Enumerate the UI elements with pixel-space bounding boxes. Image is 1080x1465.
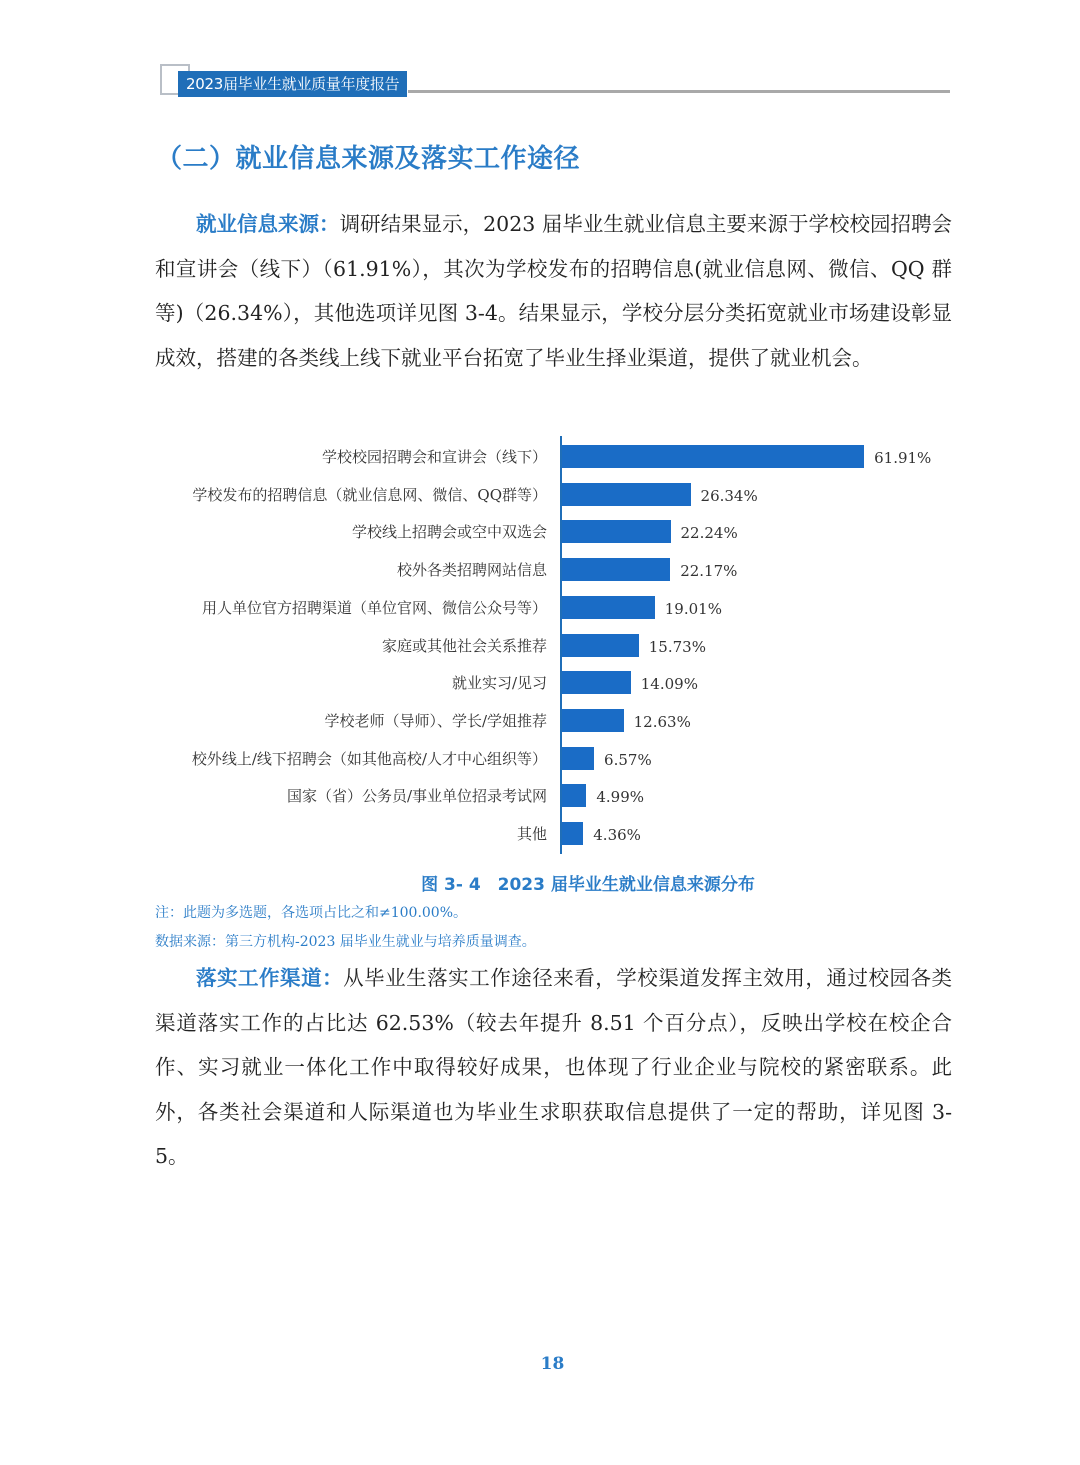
chart-bar-row [150, 709, 950, 733]
chart-bar-row [150, 822, 950, 846]
bar-category-label: 用人单位官方招聘渠道（单位官网、微信公众号等） [201, 598, 547, 617]
bar-category-label: 学校发布的招聘信息（就业信息网、微信、QQ群等） [192, 485, 547, 504]
bar-value-label: 22.24% [680, 524, 738, 543]
bar-category-label: 国家（省）公务员/事业单位招录考试网 [286, 787, 547, 806]
bar-chart-info-sources [150, 436, 950, 854]
figure-caption: 图 3- 4 2023 届毕业生就业信息来源分布 [421, 875, 755, 895]
chart-bar-row [150, 634, 950, 658]
paragraph-text: 从毕业生落实工作途径来看，学校渠道发挥主效用，通过校园各类渠道落实工作的占比达 62.53%（较去年提升 8.51 个百分点），反映出学校在校企合作、实习就业一体化工作中取得较好成果，也体现了行业企业与院校的紧密联系。此外，各类社会渠道和人际渠道也为毕业生求职获取信息提供了一定的帮助，详见图 3-5。 [155, 966, 953, 1168]
paragraph-info-sources [155, 202, 952, 380]
paragraph-text: 调研结果显示，2023 届毕业生就业信息主要来源于学校校园招聘会和宣讲会（线下）（61.91%），其次为学校发布的招聘信息(就业信息网、微信、QQ 群等)（26.34%），其他选项详见图 3-4。结果显示，学校分层分类拓宽就业市场建设彰显成效，搭建的各类线上线下就业平台拓宽了毕业生择业渠道，提供了就业机会。 [155, 212, 953, 370]
bar-category-label: 校外线上/线下招聘会（如其他高校/人才中心组织等） [191, 749, 547, 768]
paragraph-lead: 落实工作渠道： [196, 966, 344, 990]
paragraph-lead: 就业信息来源： [196, 212, 340, 236]
bar-value-label: 26.34% [700, 486, 758, 505]
bar [562, 558, 670, 581]
section-title: （二）就业信息来源及落实工作途径 [156, 144, 581, 174]
chart-bar-row [150, 784, 950, 808]
bar-category-label: 家庭或其他社会关系推荐 [381, 636, 547, 655]
bar-category-label: 就业实习/见习 [451, 674, 547, 693]
bar-value-label: 12.63% [633, 712, 691, 731]
header-rule [408, 90, 950, 93]
chart-bar-row [150, 483, 950, 507]
bar [562, 784, 586, 807]
running-header [160, 64, 950, 98]
bar-value-label: 4.36% [593, 826, 641, 844]
bar [562, 671, 631, 694]
bar-value-label: 6.57% [604, 750, 652, 769]
bar [562, 483, 691, 506]
bar-category-label: 校外各类招聘网站信息 [396, 561, 547, 580]
bar-value-label: 19.01% [664, 599, 722, 618]
chart-bar-row [150, 520, 950, 544]
bar-category-label: 学校老师（导师）、学长/学姐推荐 [324, 711, 547, 730]
bar-value-label: 61.91% [874, 449, 932, 467]
bar [562, 634, 639, 657]
chart-bar-row [150, 671, 950, 695]
figure-source: 数据来源：第三方机构-2023 届毕业生就业与培养质量调查。 [155, 934, 536, 950]
chart-bar-row [150, 558, 950, 582]
chart-bar-row [150, 445, 950, 469]
bar-value-label: 4.99% [596, 788, 644, 807]
chart-bar-row [150, 747, 950, 771]
bar-category-label: 学校校园招聘会和宣讲会（线下） [321, 448, 547, 466]
bar [562, 747, 594, 770]
figure-note: 注：此题为多选题，各选项占比之和≠100.00%。 [155, 905, 468, 921]
bar [562, 822, 583, 845]
bar-value-label: 14.09% [640, 675, 698, 694]
paragraph-job-channels [155, 956, 952, 1179]
chart-bar-row [150, 596, 950, 620]
bar-value-label: 22.17% [680, 562, 738, 581]
page-number: 18 [540, 1354, 565, 1374]
bar [562, 445, 864, 468]
bar [562, 596, 655, 619]
bar-value-label: 15.73% [648, 637, 706, 656]
bar-category-label: 其他 [516, 825, 547, 843]
bar [562, 709, 624, 732]
bar-category-label: 学校线上招聘会或空中双选会 [351, 523, 547, 542]
report-title: 2023届毕业生就业质量年度报告 [178, 71, 407, 97]
bar [562, 520, 671, 543]
